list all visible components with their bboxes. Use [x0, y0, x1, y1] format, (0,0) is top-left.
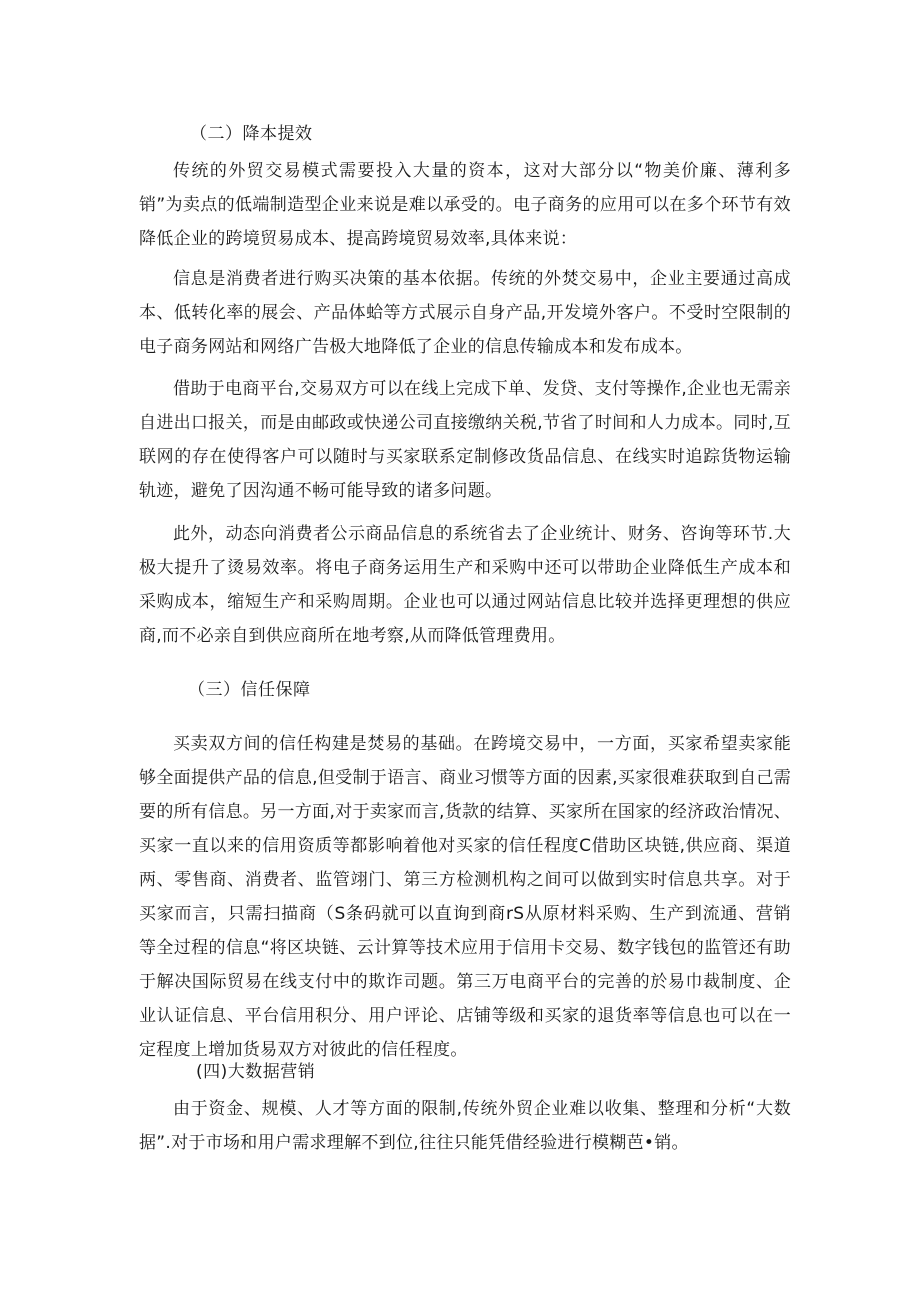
paragraph: 借助于电商平台,交易双方可以在线上完成下单、发贷、支付等操作,企业也无需亲自进出口报关，而是由邮政或快递公司直接缴纳关税,节省了时间和人力成本。同时,互联网的存在使得客户可以随时与买家联系定制修改货品信息、在线实时追踪货物运输轨迹，避免了因沟通不畅可能导致的诸多问题。: [139, 379, 791, 501]
section-heading-4: (四)大数据营销: [196, 1062, 316, 1082]
paragraph: 由于资金、规模、人才等方面的限制,传统外贸企业难以收集、整理和分析“大数据”.对于市场和用户需求理解不到位,往往只能凭借经验进行模糊芭•销。: [139, 1099, 791, 1153]
paragraph: 传统的外贸交易模式需要投入大量的资本，这对大部分以“物美价廉、薄利多销”为卖点的低端制造型企业来说是难以承受的。电子商务的应用可以在多个环节有效降低企业的跨境贸易成本、提高跨境贸易效率,具体来说：: [139, 161, 791, 249]
paragraph: 信息是消费者进行购买决策的基本依据。传统的外焚交易中，企业主要通过高成本、低转化率的展会、产品体蛤等方式展示自身产品,开发境外客户。不受时空限制的电子商务网站和网络广告极大地降低了企业的信息传输成本和发布成本。: [139, 269, 791, 357]
paragraph: 买卖双方间的信任构建是焚易的基础。在跨境交易中，一方面，买家希望卖家能够全面提供产品的信息,但受制于语言、商业习惯等方面的因素,买家很难获取到自己需要的所有信息。另一方面,对于卖家而言,货款的结算、买家所在国家的经济政治情况、买家一直以来的信用资质等都影响着他对买家的信任程度C借助区块链,供应商、渠道两、零售商、消费者、监管翊门、第三方检测机构之间可以做到实时信息共享。对于买家而言，只需扫描商（S条码就可以直询到商rS从原材料采购、生产到流通、营销等全过程的信息“将区块链、云计算等技术应用于信用卡交易、数字钱包的监管还有助于解决国际贸易在线支付中的欺诈司题。第三万电商平台的完善的於易巾裁制度、企业认证信息、平台信用积分、用户评论、店铺等级和买家的退货率等信息也可以在一定程度上增加货易双方对彼此的信任程度。: [139, 734, 791, 1060]
section-heading-3: （三）信任保障: [188, 680, 311, 700]
paragraph: 此外，动态向消费者公示商品信息的系统省去了企业统计、财务、咨询等环节.大极大提升了烫易效率。将电子商务运用生产和采购中还可以带助企业降低生产成本和采购成本，缩短生产和采购周期。企业也可以通过网站信息比较并选择更理想的供应商,而不必亲自到供应商所在地考察,从而降低管理费用。: [139, 524, 791, 646]
section-heading-2: （二）降本提效: [190, 124, 313, 144]
